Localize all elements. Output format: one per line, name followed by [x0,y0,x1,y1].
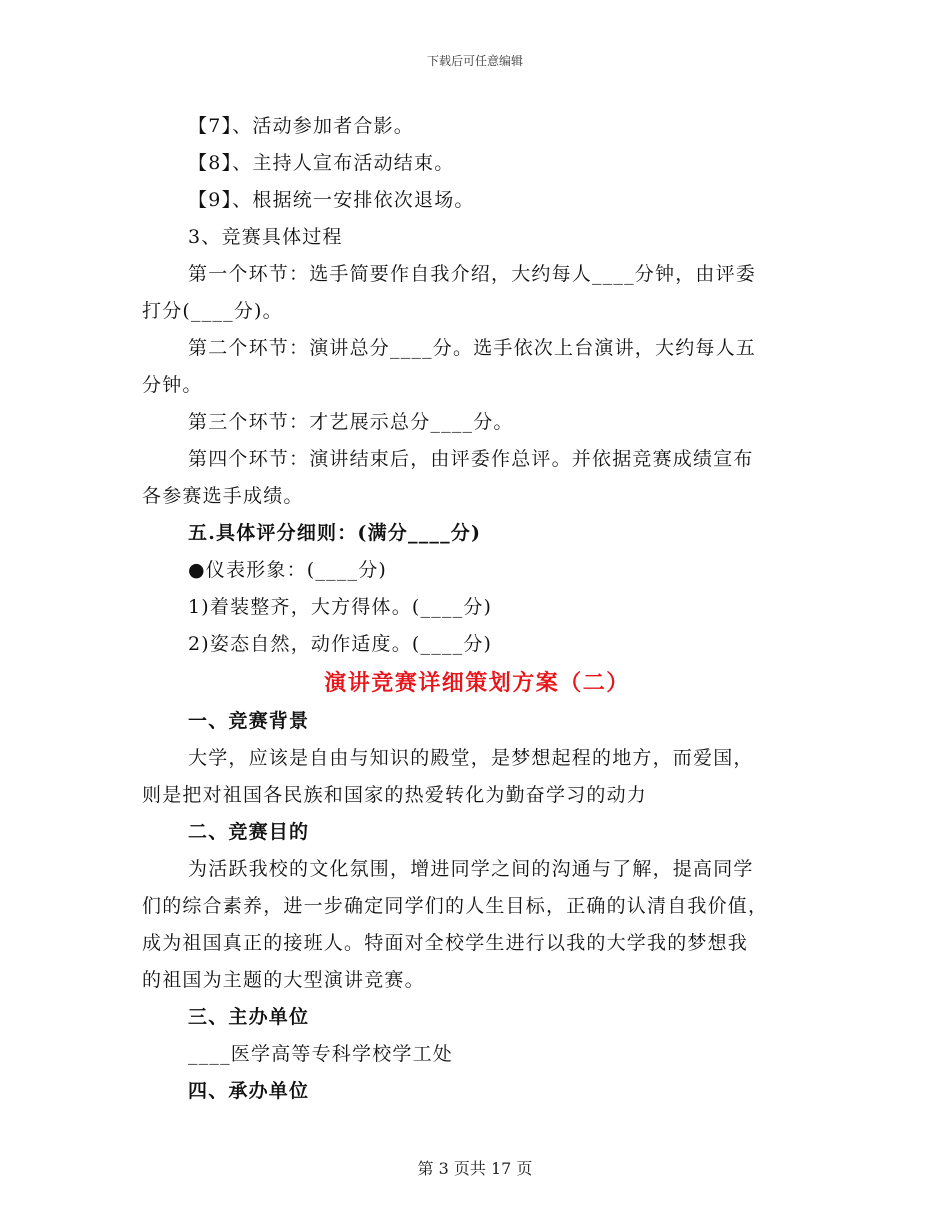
criterion-1: 1)着装整齐，大方得体。(____分) [188,596,493,618]
list-item-7: 【7】、活动参加者合影。 [188,115,414,137]
stage-3-line: 第三个环节：才艺展示总分____分。 [188,411,514,433]
sec2-para-line-1: 为活跃我校的文化氛围，增进同学之间的沟通与了解，提高同学 [188,858,754,880]
sec1-para-line-1: 大学，应该是自由与知识的殿堂，是梦想起程的地方，而爱国， [188,747,754,769]
sec1-para-line-2: 则是把对祖国各民族和国家的热爱转化为勤奋学习的动力 [142,784,648,806]
sec2-para-line-4: 的祖国为主题的大型演讲竞赛。 [142,969,425,991]
document-title: 演讲竞赛详细策划方案（二） [324,670,630,696]
list-item-8: 【8】、主持人宣布活动结束。 [188,152,455,174]
document-body [142,108,812,1110]
page-header: 下载后可任意编辑 [426,54,523,68]
sec3-heading: 三、主办单位 [188,1006,310,1028]
section-5-heading: 五.具体评分细则：(满分____分) [188,522,482,544]
stage-2-line-1: 第二个环节：演讲总分____分。选手依次上台演讲，大约每人五 [188,337,757,359]
criterion-2: 2)姿态自然，动作适度。(____分) [188,633,493,655]
stage-4-line-2: 各参赛选手成绩。 [142,485,304,507]
sec4-heading: 四、承办单位 [188,1080,310,1102]
sec2-para-line-2: 们的综合素养，进一步确定同学们的人生目标，正确的认清自我价值， [142,895,769,917]
sec3-para: ____医学高等专科学校学工处 [188,1043,454,1065]
list-item-9: 【9】、根据统一安排依次退场。 [188,189,475,211]
sec2-heading: 二、竞赛目的 [188,821,310,843]
stage-1-line-1: 第一个环节：选手简要作自我介绍，大约每人____分钟，由评委 [188,263,757,285]
bullet-appearance: ●仪表形象：(____分) [188,559,388,581]
sec1-heading: 一、竞赛背景 [188,710,310,732]
page-footer: 第 3 页共 17 页 [417,1159,533,1178]
stage-1-line-2: 打分(____分)。 [142,300,283,322]
stage-2-line-2: 分钟。 [142,374,203,396]
section-3-heading: 3、竞赛具体过程 [188,226,343,248]
sec2-para-line-3: 成为祖国真正的接班人。特面对全校学生进行以我的大学我的梦想我 [142,932,749,954]
stage-4-line-1: 第四个环节：演讲结束后，由评委作总评。并依据竞赛成绩宣布 [188,448,754,470]
